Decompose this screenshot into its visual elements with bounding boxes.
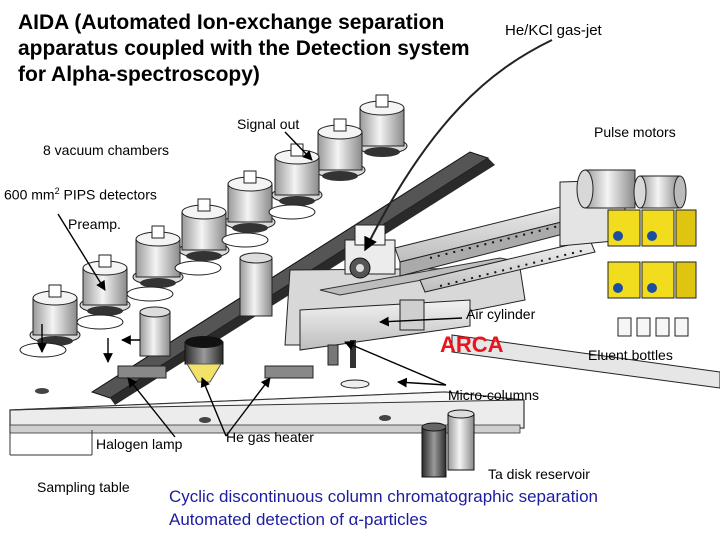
vacuum-chamber: [357, 95, 407, 157]
label-eluent-bottles: Eluent bottles: [588, 347, 673, 363]
pips-area: 600 mm: [4, 186, 55, 203]
detector-ring: [77, 315, 123, 329]
label-gas-jet: He/KCl gas-jet: [505, 22, 602, 39]
footer-line-2-suffix: -particles: [358, 510, 428, 529]
vacuum-chamber: [133, 226, 183, 288]
label-pips-detectors: [4, 186, 157, 203]
label-vacuum-chambers: 8 vacuum chambers: [43, 142, 170, 158]
detector-ring: [127, 287, 173, 301]
detector-ring: [269, 205, 315, 219]
vacuum-chamber: [272, 144, 322, 206]
pips-exponent: 2: [54, 186, 60, 196]
label-he-gas-heater: He gas heater: [226, 429, 314, 445]
pips-suffix: PIPS detectors: [59, 186, 157, 203]
label-micro-columns: Micro-columns: [448, 387, 540, 403]
vacuum-chamber: [80, 255, 130, 316]
vacuum-chamber: [179, 199, 229, 261]
detector-ring: [175, 261, 221, 275]
label-pulse-motors: Pulse motors: [594, 124, 676, 140]
label-sampling-table: Sampling table: [37, 479, 130, 495]
vacuum-chamber: [315, 119, 365, 181]
diagram-title: AIDA (Automated Ion-exchange separation apparatus coupled with the Detection system for Alpha-spectroscopy): [18, 11, 470, 86]
pulse-motors: [577, 170, 686, 208]
vacuum-chamber: [225, 171, 275, 233]
footer-line-2-prefix: Automated detection of: [169, 510, 349, 529]
detector-ring: [20, 343, 66, 357]
he-gas-heater: [118, 366, 369, 388]
label-preamp: Preamp.: [68, 216, 121, 232]
label-signal-out: Signal out: [237, 116, 300, 132]
detector-ring: [222, 233, 268, 247]
label-arca: ARCA: [440, 332, 504, 357]
eluent-bottles: [608, 210, 696, 336]
footer-line-1: Cyclic discontinuous column chromatographic separation: [169, 487, 598, 506]
vacuum-chamber: [30, 285, 80, 346]
alpha-symbol: α: [348, 510, 359, 529]
label-halogen-lamp: Halogen lamp: [96, 436, 183, 452]
label-air-cylinder: Air cylinder: [466, 306, 536, 322]
halogen-lamp: [185, 336, 223, 382]
footer-line-2: [169, 510, 427, 530]
label-ta-disk-reservoir: Ta disk reservoir: [488, 466, 590, 482]
